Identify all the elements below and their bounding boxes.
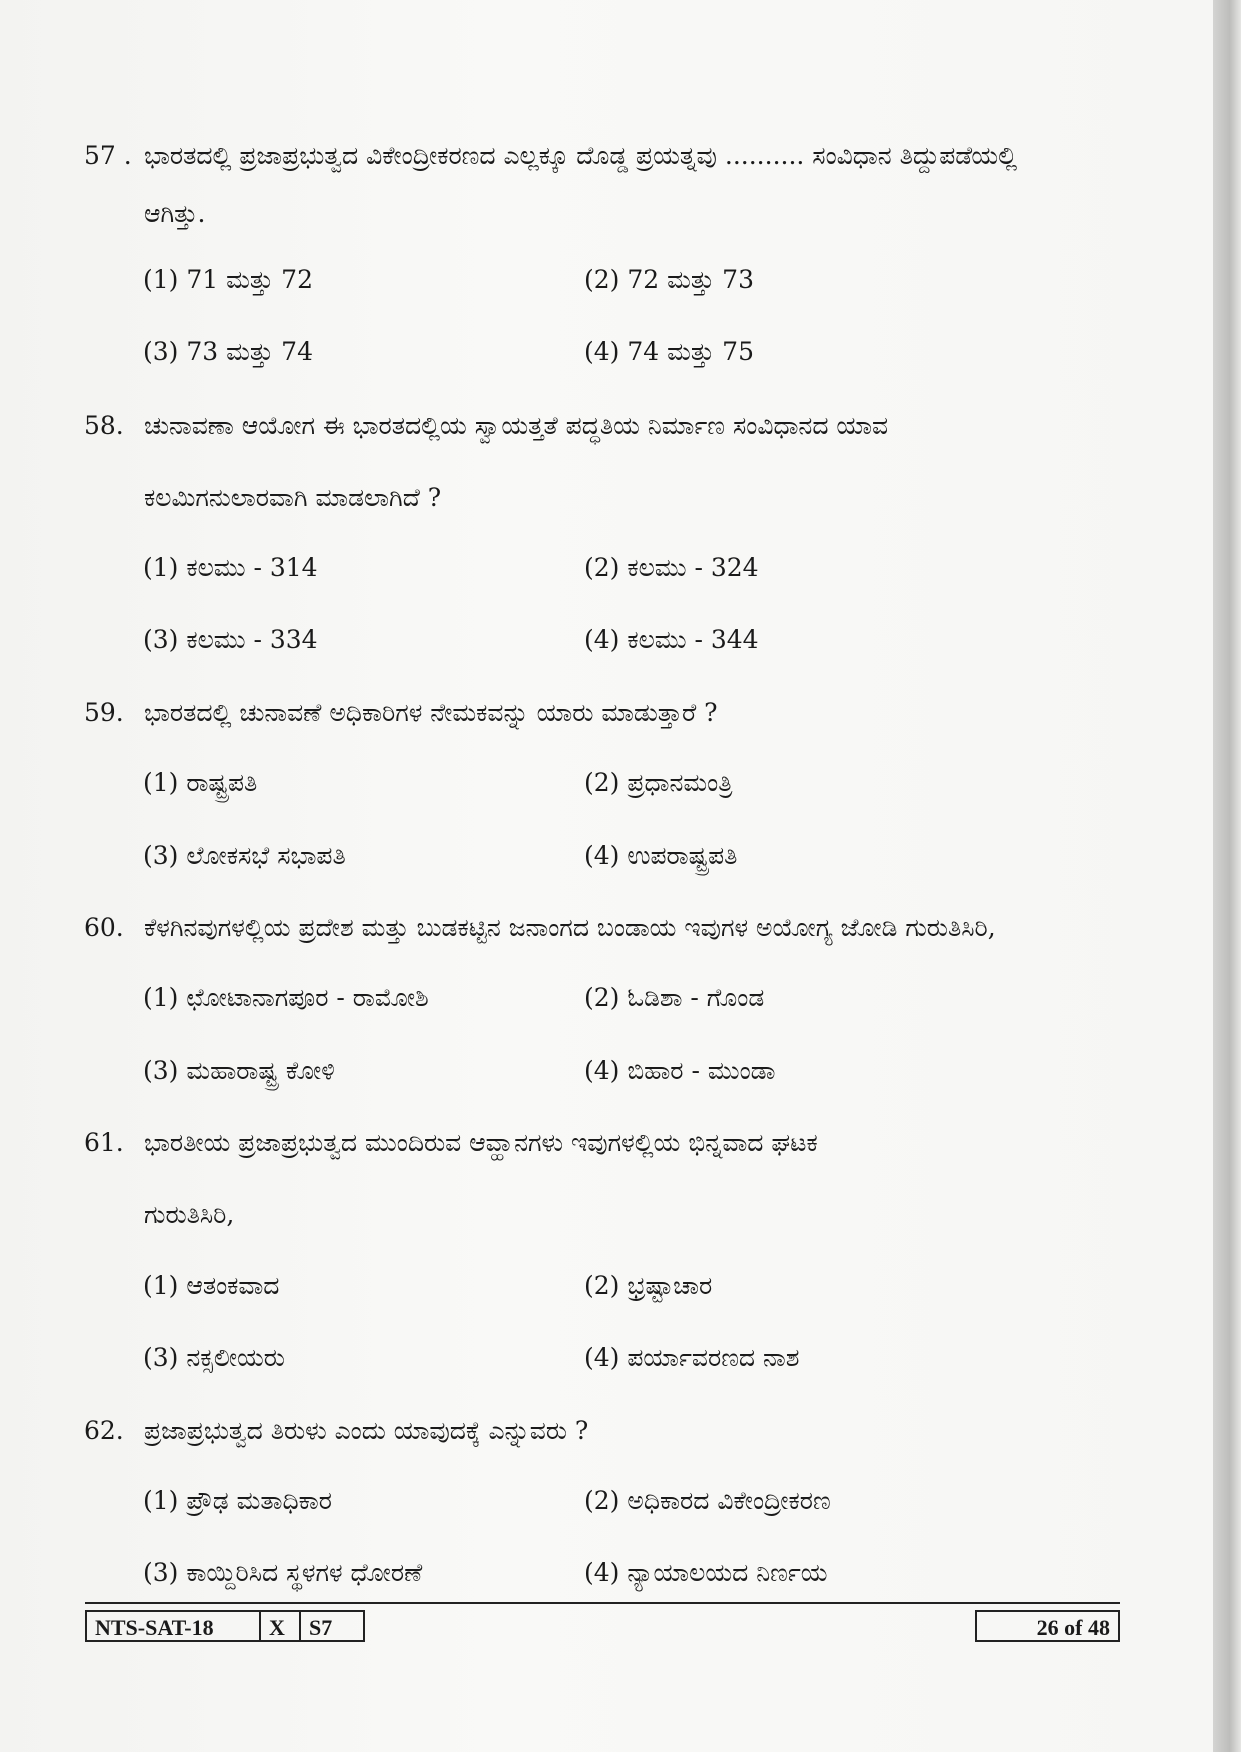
option-2: (2) 72 ಮತ್ತು 73 <box>584 265 754 294</box>
option-2: (2) ಕಲಮು - 324 <box>584 553 759 582</box>
series-code: X <box>259 1610 301 1642</box>
option-1: (1) ಛೋಟಾನಾಗಪೂರ - ರಾಮೋಶಿ <box>143 983 429 1012</box>
question-text: ಪ್ರಜಾಪ್ರಭುತ್ವದ ತಿರುಳು ಎಂದು ಯಾವುದಕ್ಕೆ ಎನ್ನುವರು ? <box>144 1416 589 1445</box>
option-2: (2) ಭ್ರಷ್ಟಾಚಾರ <box>584 1271 713 1300</box>
option-3: (3) 73 ಮತ್ತು 74 <box>143 337 313 366</box>
option-4: (4) ಕಲಮು - 344 <box>584 625 759 654</box>
option-4: (4) 74 ಮತ್ತು 75 <box>584 337 754 366</box>
question-number: 58. <box>84 411 124 440</box>
option-2: (2) ಪ್ರಧಾನಮಂತ್ರಿ <box>584 768 733 797</box>
option-1: (1) ರಾಷ್ಟ್ರಪತಿ <box>143 768 258 797</box>
paper-code: NTS-SAT-18 <box>85 1610 261 1642</box>
option-4: (4) ಬಿಹಾರ - ಮುಂಡಾ <box>584 1056 776 1085</box>
question-text-continued: ಕಲಮಿಗನುಲಾರವಾಗಿ ಮಾಡಲಾಗಿದೆ ? <box>144 483 442 512</box>
option-1: (1) ಪ್ರೌಢ ಮತಾಧಿಕಾರ <box>143 1486 332 1515</box>
option-3: (3) ಲೋಕಸಭೆ ಸಭಾಪತಿ <box>143 841 346 870</box>
question-number: 57 . <box>84 141 132 170</box>
question-text: ಭಾರತದಲ್ಲಿ ಚುನಾವಣೆ ಅಧಿಕಾರಿಗಳ ನೇಮಕವನ್ನು ಯಾರು ಮಾಡುತ್ತಾರೆ ? <box>144 698 718 727</box>
option-3: (3) ಕಾಯ್ದಿರಿಸಿದ ಸ್ಥಳಗಳ ಧೋರಣೆ <box>143 1558 423 1587</box>
option-2: (2) ಓಡಿಶಾ - ಗೊಂಡ <box>584 983 765 1012</box>
option-3: (3) ಕಲಮು - 334 <box>143 625 318 654</box>
question-text: ಚುನಾವಣಾ ಆಯೋಗ ಈ ಭಾರತದಲ್ಲಿಯ ಸ್ವಾಯತ್ತತೆ ಪದ್ಧತಿಯ ನಿರ್ಮಾಣ ಸಂವಿಧಾನದ ಯಾವ <box>144 411 889 440</box>
option-4: (4) ನ್ಯಾಯಾಲಯದ ನಿರ್ಣಯ <box>584 1558 828 1587</box>
question-text: ಕೆಳಗಿನವುಗಳಲ್ಲಿಯ ಪ್ರದೇಶ ಮತ್ತು ಬುಡಕಟ್ಟಿನ ಜನಾಂಗದ ಬಂಡಾಯ ಇವುಗಳ ಅಯೋಗ್ಯ ಜೋಡಿ ಗುರುತಿಸಿರಿ, <box>144 913 996 942</box>
set-code: S7 <box>299 1610 365 1642</box>
question-number: 59. <box>84 698 124 727</box>
question-text-continued: ಆಗಿತ್ತು. <box>144 199 206 228</box>
option-1: (1) ಆತಂಕವಾದ <box>143 1271 280 1300</box>
page-edge-shadow <box>1213 0 1241 1752</box>
page-footer <box>85 1602 1120 1646</box>
question-number: 62. <box>84 1416 124 1445</box>
option-3: (3) ನಕ್ಸಲೀಯರು <box>143 1343 285 1372</box>
question-text-continued: ಗುರುತಿಸಿರಿ, <box>144 1200 235 1229</box>
question-text: ಭಾರತದಲ್ಲಿ ಪ್ರಜಾಪ್ರಭುತ್ವದ ವಿಕೇಂದ್ರೀಕರಣದ ಎಲ್ಲಕ್ಕೂ ದೊಡ್ಡ ಪ್ರಯತ್ನವು .......... ಸಂವಿಧಾನ ತಿದ್ದುಪಡೆಯಲ್ಲಿ <box>144 141 1018 170</box>
option-1: (1) ಕಲಮು - 314 <box>143 553 318 582</box>
question-number: 61. <box>84 1128 124 1157</box>
page-number: 26 of 48 <box>975 1610 1120 1642</box>
question-number: 60. <box>84 913 124 942</box>
option-4: (4) ಉಪರಾಷ್ಟ್ರಪತಿ <box>584 841 738 870</box>
footer-rule <box>85 1602 1120 1604</box>
question-text: ಭಾರತೀಯ ಪ್ರಜಾಪ್ರಭುತ್ವದ ಮುಂದಿರುವ ಆವ್ಹಾನಗಳು ಇವುಗಳಲ್ಲಿಯ ಭಿನ್ನವಾದ ಘಟಕ <box>144 1128 818 1157</box>
option-2: (2) ಅಧಿಕಾರದ ವಿಕೇಂದ್ರೀಕರಣ <box>584 1486 831 1515</box>
option-1: (1) 71 ಮತ್ತು 72 <box>143 265 313 294</box>
option-4: (4) ಪರ್ಯಾವರಣದ ನಾಶ <box>584 1343 800 1372</box>
option-3: (3) ಮಹಾರಾಷ್ಟ್ರ ಕೋಳಿ <box>143 1056 335 1085</box>
